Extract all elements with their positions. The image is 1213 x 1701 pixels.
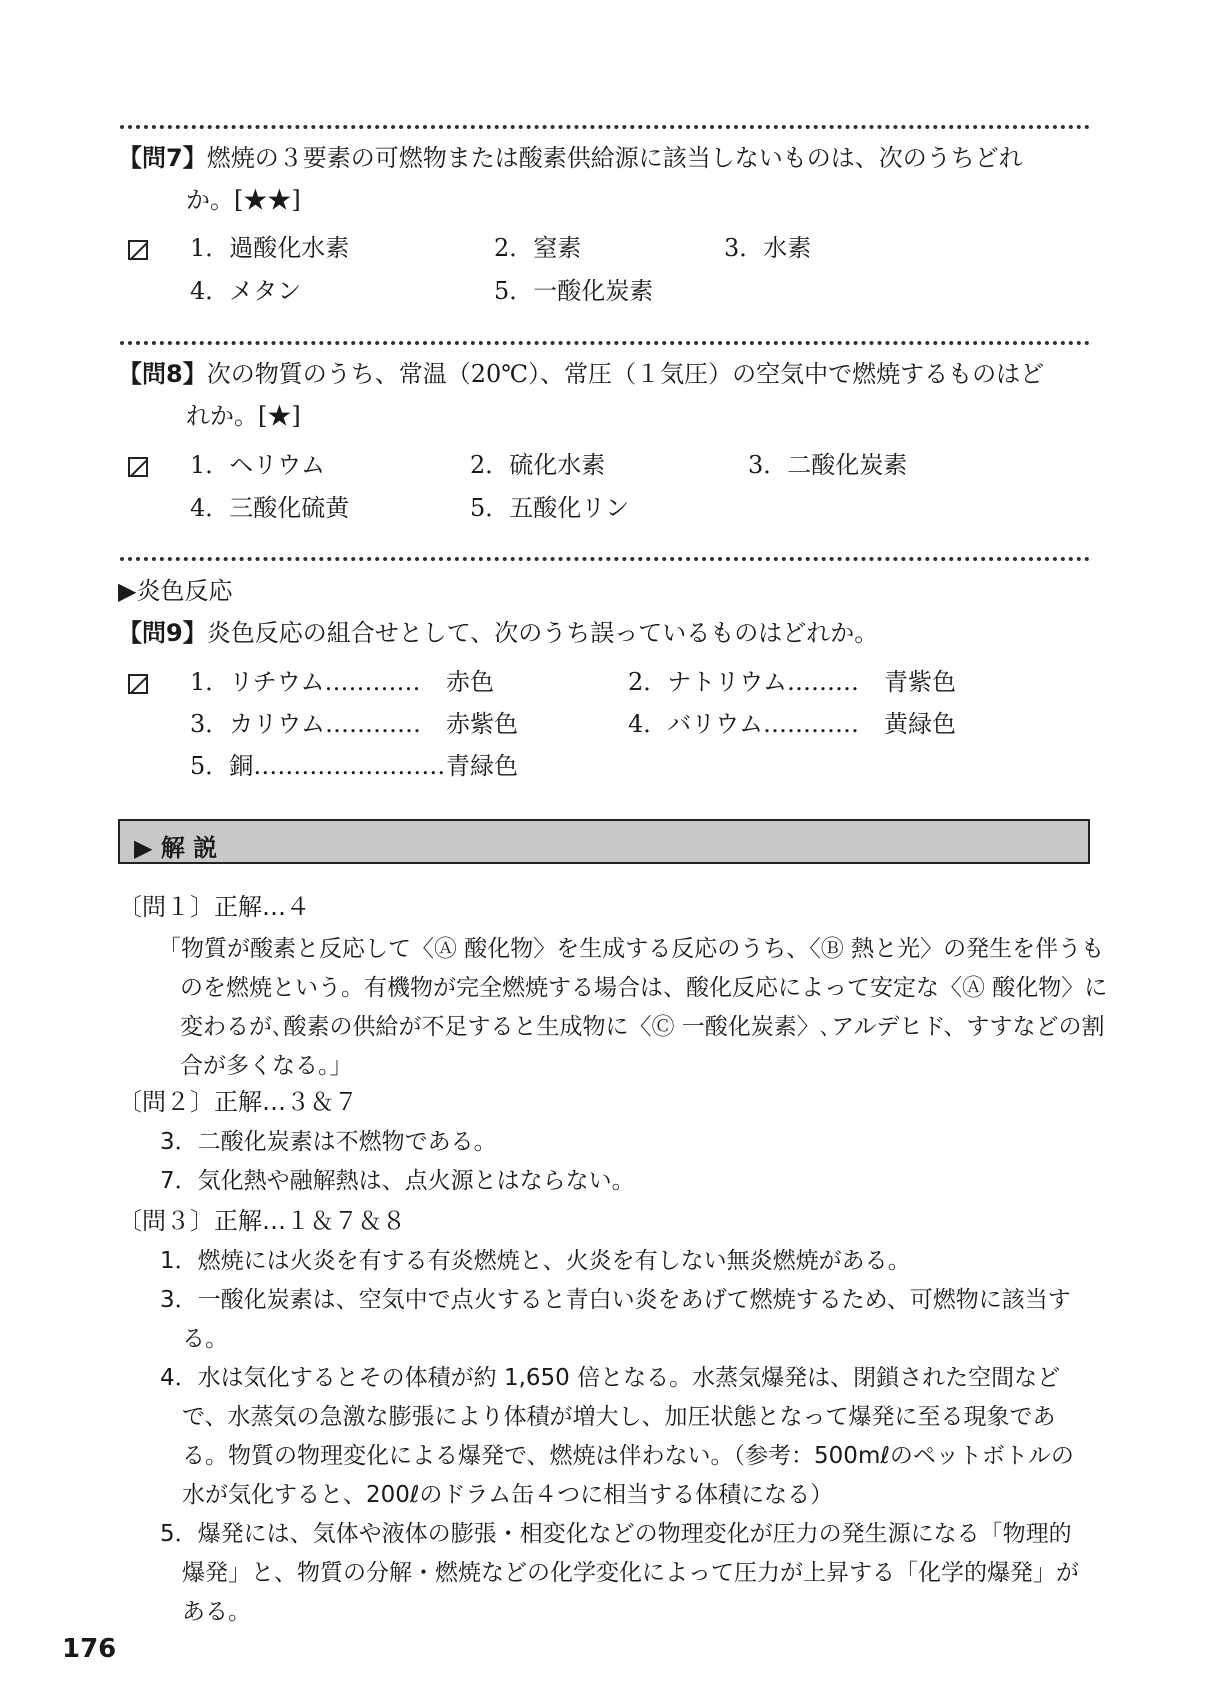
answer-item: 4．水は気化するとその体積が約 1,650 倍となる。水蒸気爆発は、閉鎖された空間などで、水蒸気の急激な膨張により体積が増大し、加圧状態となって爆発に至る現象である。物質の物理変化による爆発で、燃焼は伴わない。（参考：500mℓのペットボトルの水が気化すると、200ℓのドラム缶４つに相当する体積になる）: [160, 1365, 1074, 1508]
explanation-header: [118, 819, 1090, 864]
checkbox-q8[interactable]: [128, 457, 148, 477]
answer-item: 3．二酸化炭素は不燃物である。: [160, 1129, 497, 1155]
question-text: 炎色反応の組合せとして、次のうち誤っているものはどれか。: [206, 619, 879, 647]
option: 1．ヘリウム: [190, 451, 326, 479]
answer-item: 3．一酸化炭素は、空気中で点火すると青白い炎をあげて燃焼するため、可燃物に該当する。: [160, 1287, 1071, 1352]
answer-heading: 〔問３〕正解…１＆７＆８: [118, 1207, 406, 1235]
question-text-cont: か。[★★]: [186, 186, 301, 214]
answer-item: 5．爆発には、気体や液体の膨張・相変化などの物理変化が圧力の発生源になる「物理的爆発」と、物質の分解・燃焼などの化学変化によって圧力が上昇する「化学的爆発」がある。: [160, 1521, 1079, 1625]
checkbox-q7[interactable]: [128, 240, 148, 260]
option: 2．硫化水素: [470, 451, 606, 479]
checkbox-q9[interactable]: [128, 674, 148, 694]
question-label: 【問9】: [118, 619, 207, 647]
question-text: 次の物質のうち、常温（20℃）、常圧（１気圧）の空気中で燃焼するものはど: [206, 360, 1045, 388]
option: 3．水素: [724, 234, 812, 262]
option: 4．メタン: [190, 277, 302, 305]
question-label: 【問7】: [118, 144, 207, 172]
answer-body: 「物質が酸素と反応して〈Ⓐ 酸化物〉を生成する反応のうち、〈Ⓑ 熱と光〉の発生を伴うものを燃焼という。有機物が完全燃焼する場合は、酸化反応によって安定な〈Ⓐ 酸化物〉に変わるが､酸素の供給が不足すると生成物に〈Ⓒ 一酸化炭素〉､アルデヒド、すすなどの割合が多くなる。」: [158, 936, 1108, 1079]
option: 5．一酸化炭素: [494, 277, 654, 305]
page-number: 176: [62, 1634, 117, 1664]
option: 3．カリウム…………: [190, 710, 422, 738]
option: 3．二酸化炭素: [748, 451, 908, 479]
explanation-title: ▶ 解 説: [134, 834, 218, 862]
option: 2．窒素: [494, 234, 582, 262]
answer-heading: 〔問２〕正解…３＆７: [118, 1088, 358, 1116]
option: 2．ナトリウム………: [628, 668, 860, 696]
option: 4．バリウム…………: [628, 710, 860, 738]
option-value: 黄緑色: [884, 710, 956, 738]
option: 5．銅……………………: [190, 752, 446, 780]
question-7: [118, 137, 1098, 180]
section-heading: ▶炎色反応: [118, 577, 233, 605]
option-value: 赤色: [446, 668, 494, 696]
divider-dotted: [120, 557, 1090, 561]
divider-dotted: [120, 125, 1090, 129]
option: 4．三酸化硫黄: [190, 494, 350, 522]
divider-dotted: [120, 341, 1090, 345]
option-value: 赤紫色: [446, 710, 518, 738]
question-8: [118, 353, 1098, 396]
option: 1．リチウム…………: [190, 668, 421, 696]
option: 1．過酸化水素: [190, 234, 350, 262]
option-value: 青緑色: [446, 752, 518, 780]
question-text: 燃焼の３要素の可燃物または酸素供給源に該当しないものは、次のうちどれ: [206, 144, 1023, 172]
question-9: [118, 612, 1098, 655]
option: 5．五酸化リン: [470, 494, 630, 522]
answer-heading: 〔問１〕正解…４: [118, 893, 310, 921]
option-value: 青紫色: [884, 668, 956, 696]
question-label: 【問8】: [118, 360, 207, 388]
question-text-cont: れか。[★]: [186, 402, 301, 430]
answer-item: 7．気化熱や融解熱は、点火源とはならない。: [160, 1168, 635, 1194]
answer-item: 1．燃焼には火炎を有する有炎燃焼と、火炎を有しない無炎燃焼がある。: [160, 1248, 911, 1274]
